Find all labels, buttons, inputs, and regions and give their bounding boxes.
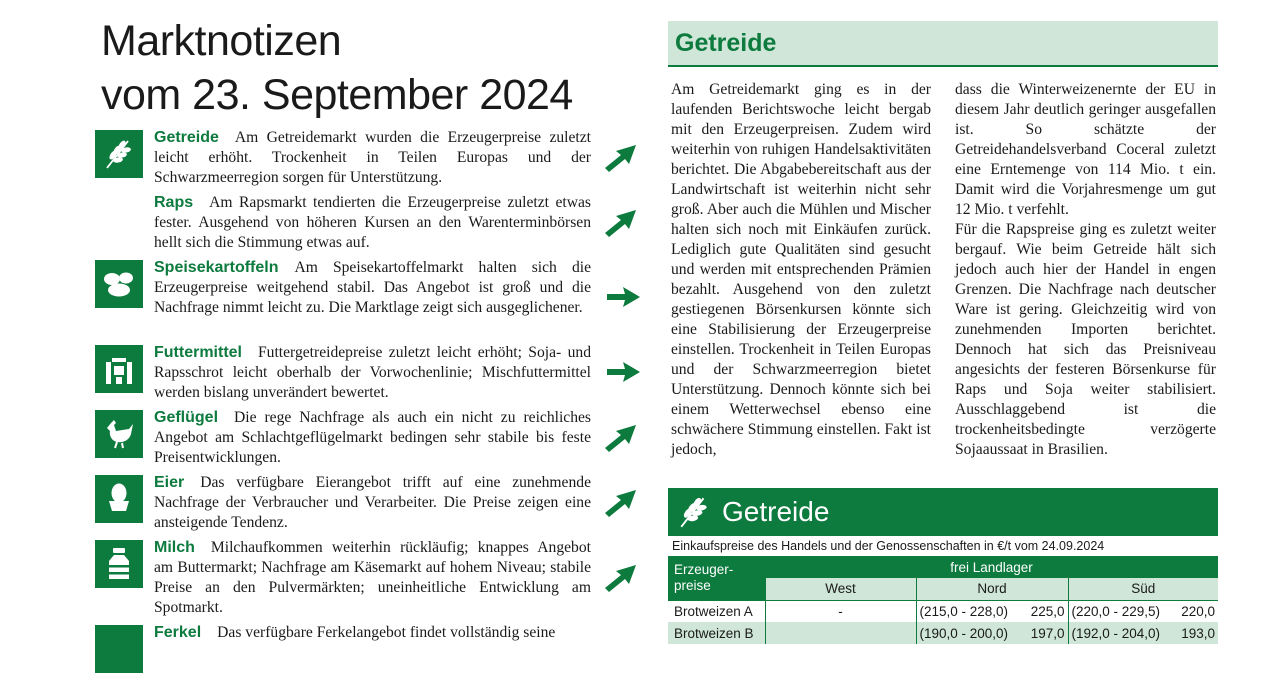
entry-head: Milch [154, 539, 195, 556]
entry-head: Futtermittel [154, 344, 242, 361]
chicken-icon [95, 410, 143, 458]
entry-text: Futtergetreidepreise zuletzt leicht erhöht; Soja- und Rapsschrot leicht oberhalb der Vorwochenlinie; Mischfuttermittel werden bislang unverändert bewertet. [154, 344, 591, 401]
entry-milch [154, 538, 591, 618]
column-header-group: frei Landlager [765, 556, 1218, 578]
trend-up-arrow-icon [603, 140, 639, 176]
article-paragraph: dass die Winterweizenernte der EU in diesem Jahr deutlich geringer ausgefallen ist. So schätzte der Getreidehandelsverband Coceral zuletzt eine Erntemenge von 114 Mio. t ein. Damit wird die Vorjahresmenge um gut 12 Mio. t verfehlt. [955, 81, 1216, 218]
entry-text: Am Getreidemarkt wurden die Erzeugerpreise zuletzt leicht erhöht. Trockenheit in Teilen Europas und der Schwarzmeerregion sorgen für Unterstützung. [154, 129, 591, 186]
entry-text: Am Speisekartoffelmarkt halten sich die Erzeugerpreise weitgehend stabil. Das Angebot ist groß und die Nachfrage nimmt leicht zu. Die Marktlage zeigt sich ausgeglichener. [154, 259, 591, 316]
entry-text: Die rege Nachfrage als auch ein nicht zu reichliches Angebot am Schlachtgeflügelmarkt bedingen sehr stabile bis feste Preisentwicklungen. [154, 409, 591, 466]
piglet-icon [95, 625, 143, 673]
feed-silo-icon [95, 345, 143, 393]
entry-text: Milchaufkommen weiterhin rückläufig; knappes Angebot am Buttermarkt; Nachfrage am Käsemarkt auf hohem Niveau; stabile Preise an den Pulvermärkten; uneinheitliche Entwicklung am Spotmarkt. [154, 539, 591, 616]
entry-text: Am Rapsmarkt tendierten die Erzeugerpreise zuletzt etwas fester. Ausgehend von höheren Kursen an den Warenterminbörsen hellt sich die Stimmung etwas auf. [154, 194, 591, 251]
trend-right-arrow-icon [605, 354, 641, 390]
cell-value: 197,0 [1030, 625, 1065, 641]
trend-up-arrow-icon [603, 485, 639, 521]
wheat-icon [676, 494, 712, 530]
article-column-2 [955, 80, 1216, 460]
cell-nord [916, 600, 1068, 622]
table-header-bar [668, 488, 1218, 536]
cell-west: - [765, 600, 916, 622]
column-header-sued: Süd [1068, 578, 1218, 600]
column-header-nord: Nord [916, 578, 1068, 600]
cell-west [765, 622, 916, 644]
wheat-icon [95, 130, 143, 178]
title-line-2: vom 23. September 2024 [101, 71, 573, 119]
article-column-1: Am Getreidemarkt ging es in der laufenden Berichtswoche leicht bergab mit den Erzeugerpreisen. Zudem wird weiterhin von ruhigen Handelsaktivitäten berichtet. Die Abgabebereitschaft aus der Landwirtschaft ist weiterhin nicht sehr groß. Aber auch die Mühlen und Mischer halten sich noch mit Einkäufen zurück. Lediglich gute Qualitäten sind gesucht und werden mit entsprechenden Prämien bezahlt. Ausgehend von den zuletzt gestiegenen Börsenkursen könnte sich eine Stabilisierung der Erzeugerpreise einstellen. Trockenheit in Teilen Europas und der Schwarzmeerregion bietet Unterstützung. Dennoch könnte sich bei einem Wetterwechsel ebenso eine schwächere Stimmung einstellen. Fakt ist jedoch, [671, 81, 931, 458]
cell-sued [1068, 600, 1218, 622]
potato-icon [95, 260, 143, 308]
entry-head: Speisekartoffeln [154, 259, 279, 276]
entry-getreide [154, 128, 591, 188]
cell-range: (190,0 - 200,0) [919, 625, 1009, 641]
price-table [668, 556, 1218, 644]
entry-gefluegel [154, 408, 591, 468]
cell-sued [1068, 622, 1218, 644]
column-header-product: Erzeuger-preise [668, 556, 765, 600]
entry-head: Ferkel [154, 624, 202, 641]
entry-head: Eier [154, 474, 185, 491]
table-caption: Einkaufspreise des Handels und der Genossenschaften in €/t vom 24.09.2024 [672, 539, 1105, 553]
entry-head: Getreide [154, 129, 219, 146]
cell-range: (215,0 - 228,0) [919, 603, 1009, 619]
cell-value: 225,0 [1030, 603, 1065, 619]
milk-can-icon [95, 540, 143, 588]
table-title: Getreide [722, 496, 830, 527]
section-title: Getreide [675, 29, 777, 57]
table-row [668, 622, 1218, 644]
section-header [668, 21, 1218, 67]
cell-nord [916, 622, 1068, 644]
entry-futtermittel [154, 343, 591, 403]
entry-text: Das verfügbare Eierangebot trifft auf eine zunehmende Nachfrage der Verbraucher und Verarbeiter. Die Preise zeigen eine ansteigende Tendenz. [154, 474, 591, 531]
page-title [101, 14, 641, 122]
entry-raps [154, 193, 591, 253]
trend-up-arrow-icon [603, 560, 639, 596]
entry-eier [154, 473, 591, 533]
cell-value: 193,0 [1181, 625, 1215, 641]
entry-text: Das verfügbare Ferkelangebot findet vollständig seine [217, 624, 556, 641]
cell-range: (220,0 - 229,5) [1071, 603, 1161, 619]
title-line-1: Marktnotizen [101, 17, 342, 65]
cell-value: 220,0 [1181, 603, 1215, 619]
cell-product: Brotweizen B [668, 622, 765, 644]
trend-up-arrow-icon [603, 420, 639, 456]
cell-range: (192,0 - 204,0) [1071, 625, 1161, 641]
entry-head: Raps [154, 194, 194, 211]
cell-product: Brotweizen A [668, 600, 765, 622]
article-paragraph: Für die Rapspreise ging es zuletzt weiter bergauf. Wie beim Getreide hält sich jedoch auch hier der Handel in engen Grenzen. Die Nachfrage nach deutscher Ware ist gering. Gleichzeitig wird von zunehmenden Importen berichtet. Dennoch hat sich das Preisniveau angesichts der festeren Börsenkurse für Raps und Soja weiter stabilisiert. Ausschlaggebend ist die trockenheitsbedingte verzögerte Sojaaussaat in Brasilien. [955, 221, 1216, 458]
entry-speisekartoffeln [154, 258, 591, 318]
column-header-west: West [765, 578, 916, 600]
trend-up-arrow-icon [603, 205, 639, 241]
entry-head: Geflügel [154, 409, 219, 426]
trend-right-arrow-icon [605, 279, 641, 315]
entry-ferkel [154, 623, 591, 643]
egg-icon [95, 475, 143, 523]
table-row [668, 600, 1218, 622]
